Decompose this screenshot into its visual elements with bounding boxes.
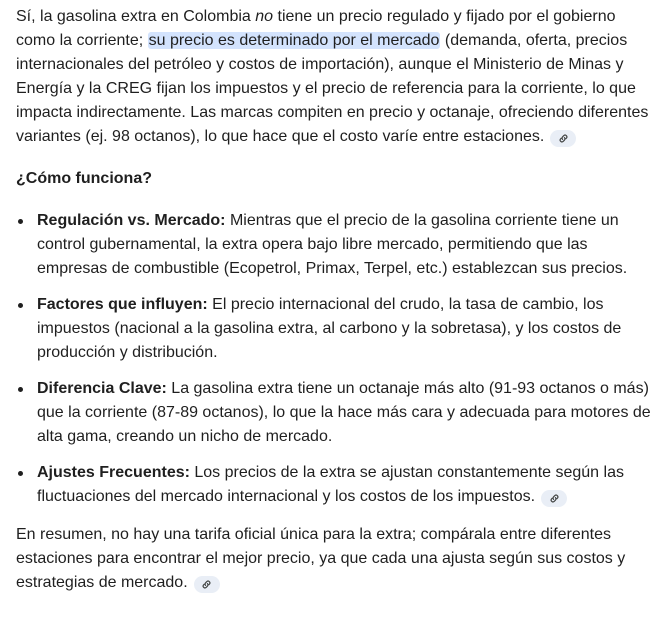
highlighted-text: su precio es determinado por el mercado — [148, 32, 440, 49]
bullet-text: Mientras que el precio de la gasolina corriente tiene un control gubernamental, la extra opera bajo libre mercado, permitiendo que las empresas de combustible (Ecopetrol, Primax, Terpel, etc.) establezcan sus precios. — [37, 212, 628, 277]
intro-text-2: tiene un precio regulado y fijado por el gobierno como la corriente; — [16, 8, 616, 49]
list-item — [16, 209, 652, 281]
intro-emphasis: no — [255, 8, 274, 25]
list-item — [16, 461, 652, 509]
list-item — [16, 293, 652, 365]
summary-paragraph — [16, 523, 652, 595]
bullet-text: Los precios de la extra se ajustan constantemente según las fluctuaciones del mercado internacional y los costos de los impuestos. — [37, 464, 624, 505]
section-heading: ¿Cómo funciona? — [16, 170, 152, 187]
intro-text-3: (demanda, oferta, precios internacionales del petróleo y costos de importación), aunque el Ministerio de Minas y Energía y la CREG fijan los impuestos y el precio de referencia para la corriente, lo que impacta indirectamente. Las marcas compiten en precio y octanaje, ofreciendo diferentes variantes (ej. 98 octanos), lo que hace que el costo varíe entre estaciones. — [16, 32, 649, 145]
intro-paragraph — [16, 5, 652, 149]
list-item — [16, 377, 652, 449]
bullet-label: Factores que influyen: — [37, 296, 208, 313]
bullet-label: Regulación vs. Mercado: — [37, 212, 226, 229]
link-icon — [201, 579, 212, 590]
bullet-label: Diferencia Clave: — [37, 380, 167, 397]
source-link-chip-3[interactable] — [194, 576, 220, 593]
bullet-list — [16, 209, 652, 509]
bullet-text: El precio internacional del crudo, la tasa de cambio, los impuestos (nacional a la gasolina extra, al carbono y la sobretasa), y los costos de producción y distribución. — [37, 296, 622, 361]
intro-text-1: Sí, la gasolina extra en Colombia — [16, 8, 256, 25]
bullet-text: La gasolina extra tiene un octanaje más alto (91-93 octanos o más) que la corriente (87-89 octanos), lo que la hace más cara y adecuada para motores de alta gama, creando un nicho de mercado. — [37, 380, 651, 445]
link-icon — [549, 493, 560, 504]
source-link-chip-2[interactable] — [541, 490, 567, 507]
source-link-chip-1[interactable] — [550, 130, 576, 147]
summary-text: En resumen, no hay una tarifa oficial única para la extra; compárala entre diferentes estaciones para encontrar el mejor precio, ya que cada una ajusta según sus costos y estrategias de mercado. — [16, 526, 626, 591]
bullet-label: Ajustes Frecuentes: — [37, 464, 190, 481]
link-icon — [558, 133, 569, 144]
